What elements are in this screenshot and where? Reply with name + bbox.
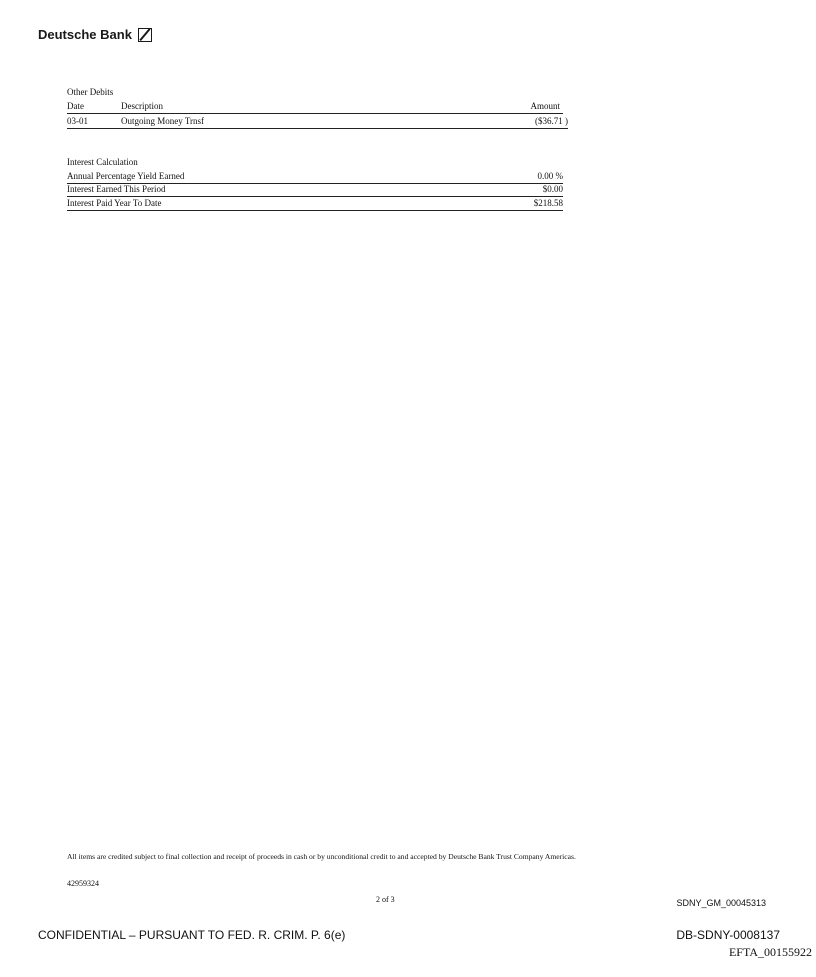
page-number: 2 of 3 bbox=[376, 895, 395, 904]
debit-date: 03-01 bbox=[67, 116, 88, 126]
other-debits-header-row bbox=[67, 100, 563, 114]
bates-efta: EFTA_00155922 bbox=[728, 945, 812, 959]
table-row bbox=[67, 197, 563, 211]
account-number: 42959324 bbox=[67, 879, 99, 888]
column-header-description: Description bbox=[121, 101, 163, 111]
brand-name: Deutsche Bank bbox=[38, 27, 132, 42]
debit-amount: ($36.71 ) bbox=[535, 116, 568, 126]
table-row bbox=[67, 183, 563, 197]
interest-label: Interest Earned This Period bbox=[67, 184, 166, 194]
debit-description: Outgoing Money Trnsf bbox=[121, 116, 205, 126]
deutsche-bank-slash-icon bbox=[138, 28, 152, 42]
interest-label: Interest Paid Year To Date bbox=[67, 198, 162, 208]
bates-db: DB-SDNY-0008137 bbox=[676, 928, 780, 942]
interest-value: $0.00 bbox=[542, 184, 563, 194]
other-debits-title: Other Debits bbox=[67, 87, 114, 97]
confidential-notice: CONFIDENTIAL – PURSUANT TO FED. R. CRIM. P. 6(e) bbox=[38, 928, 346, 942]
interest-value: $218.58 bbox=[533, 198, 563, 208]
bank-logo bbox=[38, 27, 152, 42]
interest-value: 0.00 % bbox=[537, 171, 563, 181]
bates-sdny: SDNY_GM_00045313 bbox=[676, 898, 766, 908]
disclaimer-text: All items are credited subject to final collection and receipt of proceeds in cash or by unconditional credit to and accepted by Deutsche Bank Trust Company Americas. bbox=[67, 852, 576, 861]
table-row bbox=[67, 115, 568, 129]
interest-calculation-title: Interest Calculation bbox=[67, 157, 138, 167]
table-row bbox=[67, 170, 563, 184]
interest-label: Annual Percentage Yield Earned bbox=[67, 171, 185, 181]
column-header-amount: Amount bbox=[530, 101, 560, 111]
column-header-date: Date bbox=[67, 101, 84, 111]
